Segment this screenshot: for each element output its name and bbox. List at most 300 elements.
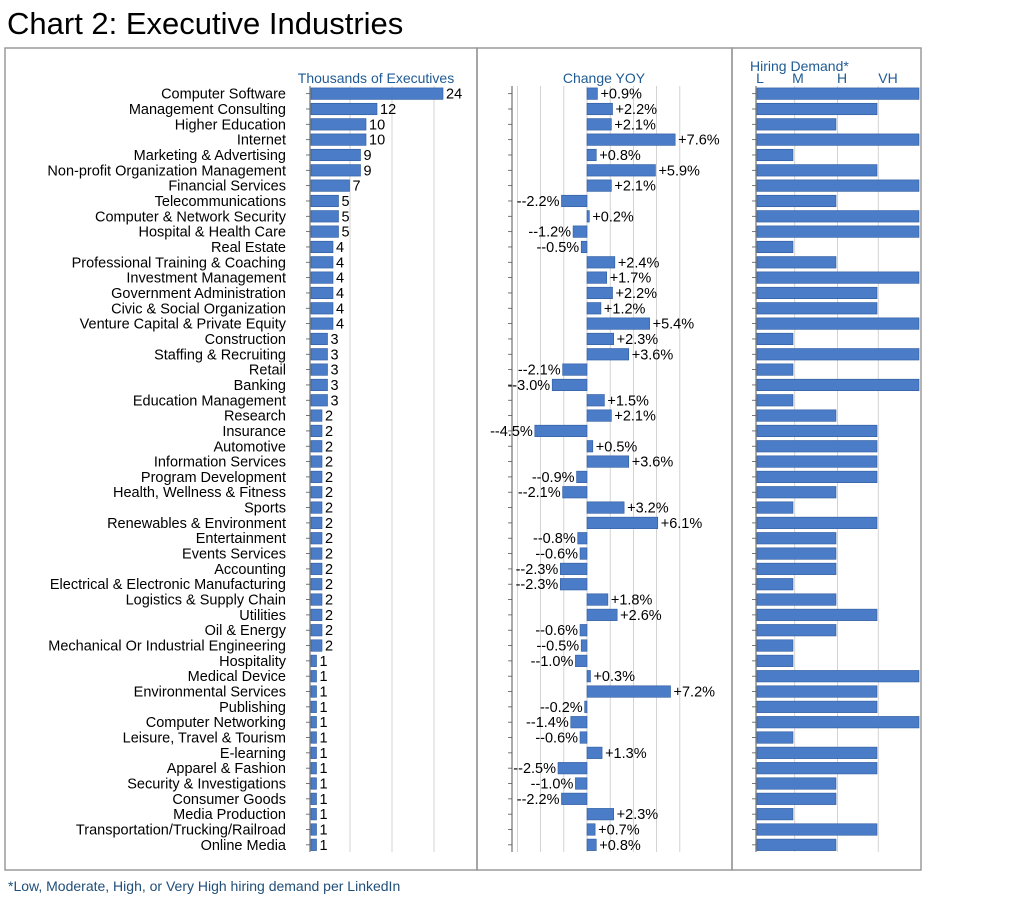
- change-value-label: +2.2%: [615, 285, 658, 302]
- executives-value-label: 3: [330, 347, 339, 364]
- change-bar: [552, 379, 587, 391]
- change-bar: [587, 318, 650, 330]
- change-value-label: --0.9%: [531, 469, 575, 486]
- executives-bar: [311, 241, 333, 253]
- change-value-label: --2.2%: [516, 193, 560, 210]
- demand-bar: [757, 88, 919, 100]
- executives-value-label: 1: [319, 745, 328, 762]
- demand-bar: [757, 808, 793, 820]
- change-value-label: +1.2%: [603, 301, 646, 318]
- change-bar: [571, 716, 587, 728]
- executives-value-label: 10: [369, 117, 386, 134]
- change-value-label: +2.4%: [617, 255, 660, 272]
- change-bar: [561, 195, 587, 207]
- change-value-label: +5.9%: [658, 163, 700, 180]
- executives-bar: [311, 808, 317, 820]
- category-label: Apparel & Fashion: [166, 761, 286, 778]
- executives-bar: [311, 486, 322, 498]
- change-value-label: +3.6%: [631, 347, 674, 364]
- demand-bar: [757, 349, 919, 361]
- executives-value-label: 2: [325, 454, 334, 471]
- demand-bar: [757, 211, 919, 223]
- category-label: Sports: [244, 500, 286, 517]
- change-bar: [587, 747, 602, 759]
- executives-value-label: 10: [369, 132, 386, 149]
- executives-bar: [311, 211, 339, 223]
- change-bar: [560, 578, 587, 590]
- change-bar: [580, 732, 587, 744]
- demand-bar: [757, 165, 877, 177]
- executives-bar: [311, 594, 322, 606]
- executives-value-label: 4: [336, 301, 345, 318]
- demand-bar: [757, 272, 919, 284]
- executives-value-label: 1: [319, 822, 328, 839]
- demand-bar: [757, 793, 836, 805]
- change-value-label: --2.5%: [513, 761, 556, 778]
- change-bar: [563, 364, 587, 376]
- change-bar: [535, 425, 587, 437]
- executives-bar: [311, 379, 328, 391]
- executives-value-label: 1: [319, 653, 328, 670]
- change-bar: [558, 762, 587, 774]
- executives-value-label: 2: [325, 638, 334, 655]
- category-label: Research: [223, 408, 286, 425]
- change-value-label: --3.0%: [507, 377, 551, 394]
- executives-value-label: 1: [319, 730, 328, 747]
- change-value-label: +2.6%: [620, 607, 662, 624]
- demand-bar: [757, 103, 877, 115]
- executives-value-label: 1: [319, 715, 328, 732]
- executives-value-label: 2: [325, 500, 334, 517]
- change-value-label: --1.4%: [526, 715, 569, 732]
- change-value-label: +0.5%: [595, 439, 638, 456]
- category-label: Education Management: [132, 393, 286, 410]
- category-label: Media Production: [173, 807, 286, 824]
- chart-title: Chart 2: Executive Industries: [7, 6, 404, 41]
- change-value-label: +2.2%: [615, 101, 658, 118]
- change-value-label: +5.4%: [652, 316, 695, 333]
- executives-bar: [311, 303, 333, 315]
- executives-value-label: 7: [352, 178, 361, 195]
- change-value-label: --0.2%: [539, 699, 583, 716]
- demand-bar: [757, 395, 793, 407]
- demand-bar: [757, 655, 793, 667]
- executives-value-label: 2: [325, 515, 334, 532]
- executives-bar: [311, 548, 322, 560]
- executives-bar: [311, 532, 322, 544]
- change-bar: [587, 333, 614, 345]
- executives-value-label: 3: [330, 377, 339, 394]
- demand-bar: [757, 486, 836, 498]
- change-bar: [587, 441, 593, 453]
- executives-bar: [311, 257, 333, 269]
- demand-bar: [757, 241, 793, 253]
- change-bar: [587, 134, 675, 146]
- category-label: Oil & Energy: [204, 623, 286, 640]
- change-value-label: +2.1%: [614, 178, 656, 195]
- change-value-label: +0.9%: [600, 86, 642, 103]
- category-label: Investment Management: [126, 270, 286, 287]
- change-bar: [563, 486, 587, 498]
- category-label: E-learning: [219, 745, 286, 762]
- change-value-label: +6.1%: [660, 515, 703, 532]
- category-label: Construction: [204, 331, 286, 348]
- change-value-label: +0.2%: [592, 209, 634, 226]
- demand-bar: [757, 410, 836, 422]
- executives-bar: [311, 471, 322, 483]
- change-value-label: --1.0%: [530, 653, 574, 670]
- category-label: Transportation/Trucking/Railroad: [75, 822, 286, 839]
- executives-bar: [311, 349, 328, 361]
- demand-bar: [757, 594, 836, 606]
- category-label: Consumer Goods: [172, 791, 286, 808]
- category-label: Computer Software: [161, 86, 286, 103]
- change-bar: [587, 686, 671, 698]
- executives-value-label: 2: [325, 546, 334, 563]
- demand-bar: [757, 563, 836, 575]
- executives-value-label: 2: [325, 439, 334, 456]
- demand-scale-label: L: [756, 70, 764, 86]
- executives-bar: [311, 272, 333, 284]
- change-bar: [587, 287, 613, 299]
- category-label: Hospital & Health Care: [138, 224, 286, 241]
- change-bar: [587, 88, 597, 100]
- demand-bar: [757, 119, 836, 131]
- executives-value-label: 24: [446, 86, 463, 103]
- change-value-label: --1.0%: [530, 776, 574, 793]
- category-label: Utilities: [239, 607, 286, 624]
- category-label: Online Media: [200, 837, 286, 854]
- change-bar: [587, 670, 590, 682]
- change-bar: [580, 548, 587, 560]
- executives-value-label: 1: [319, 669, 328, 686]
- demand-bar: [757, 318, 919, 330]
- executives-value-label: 9: [363, 147, 372, 164]
- change-value-label: +7.2%: [673, 684, 716, 701]
- change-bar: [581, 241, 587, 253]
- change-bar: [560, 563, 587, 575]
- change-bar: [587, 257, 615, 269]
- change-bar: [577, 471, 587, 483]
- change-bar: [587, 456, 629, 468]
- change-value-label: --2.3%: [515, 577, 559, 594]
- executives-bar: [311, 103, 377, 115]
- change-value-label: --4.5%: [490, 423, 533, 440]
- change-value-label: +3.2%: [627, 500, 669, 517]
- change-value-label: --0.6%: [535, 623, 579, 640]
- demand-bar: [757, 471, 877, 483]
- demand-bar: [757, 686, 877, 698]
- category-label: Accounting: [214, 561, 286, 578]
- change-value-label: --1.2%: [528, 224, 572, 241]
- executives-value-label: 1: [319, 791, 328, 808]
- executives-value-label: 9: [363, 163, 372, 180]
- executives-value-label: 1: [319, 761, 328, 778]
- category-label: Hospitality: [219, 653, 286, 670]
- demand-bar: [757, 257, 836, 269]
- executives-value-label: 5: [341, 193, 350, 210]
- executives-bar: [311, 640, 322, 652]
- change-bar: [580, 624, 587, 636]
- change-bar: [587, 349, 629, 361]
- category-label: Banking: [233, 377, 286, 394]
- demand-bar: [757, 149, 793, 161]
- executives-bar: [311, 701, 317, 713]
- change-bar: [587, 272, 607, 284]
- demand-bar: [757, 548, 836, 560]
- demand-bar: [757, 303, 877, 315]
- category-label: Mechanical Or Industrial Engineering: [48, 638, 286, 655]
- demand-bar: [757, 226, 919, 238]
- change-bar: [587, 502, 624, 514]
- category-label: Entertainment: [195, 531, 286, 548]
- executives-value-label: 2: [325, 577, 334, 594]
- executives-value-label: 3: [330, 393, 339, 410]
- executives-bar: [311, 670, 317, 682]
- demand-bar: [757, 732, 793, 744]
- category-label: Leisure, Travel & Tourism: [122, 730, 286, 747]
- executives-value-label: 5: [341, 224, 350, 241]
- category-label: Telecommunications: [154, 193, 286, 210]
- category-label: Non-profit Organization Management: [47, 163, 286, 180]
- category-label: Insurance: [222, 423, 286, 440]
- change-bar: [587, 410, 611, 422]
- executives-bar: [311, 655, 317, 667]
- category-label: Management Consulting: [128, 101, 286, 118]
- change-value-label: --0.6%: [535, 730, 579, 747]
- executives-bar: [311, 747, 317, 759]
- executives-value-label: 4: [336, 255, 345, 272]
- category-label: Environmental Services: [133, 684, 286, 701]
- change-bar: [587, 165, 655, 177]
- executives-bar: [311, 165, 361, 177]
- change-bar: [581, 640, 587, 652]
- change-value-label: --2.1%: [517, 362, 561, 379]
- executives-value-label: 12: [380, 101, 397, 118]
- category-labels: [47, 87, 287, 854]
- executives-bar: [311, 318, 333, 330]
- executives-bar: [311, 762, 317, 774]
- executives-bar: [311, 395, 328, 407]
- category-label: Publishing: [219, 699, 286, 716]
- change-value-label: +2.1%: [614, 117, 656, 134]
- change-bar: [575, 655, 587, 667]
- executives-value-label: 3: [330, 362, 339, 379]
- change-value-label: --0.8%: [533, 531, 576, 548]
- change-bar: [578, 532, 587, 544]
- demand-bar: [757, 824, 877, 836]
- change-value-label: +0.8%: [599, 837, 641, 854]
- executives-bar: [311, 425, 322, 437]
- demand-bar: [757, 532, 836, 544]
- executives-panel-header: Thousands of Executives: [297, 70, 455, 86]
- category-label: Real Estate: [211, 239, 286, 256]
- change-value-label: +1.7%: [609, 270, 652, 287]
- executives-value-label: 1: [319, 837, 328, 854]
- demand-bar: [757, 364, 793, 376]
- change-bar: [573, 226, 587, 238]
- change-value-label: +2.3%: [616, 807, 659, 824]
- executives-value-label: 2: [325, 531, 334, 548]
- executives-bar: [311, 456, 322, 468]
- executives-value-label: 2: [325, 607, 334, 624]
- change-value-label: +1.8%: [610, 592, 653, 609]
- category-label: Automotive: [213, 439, 286, 456]
- category-label: Health, Wellness & Fitness: [113, 485, 286, 502]
- demand-scale-label: VH: [878, 70, 898, 86]
- executives-value-label: 1: [319, 699, 328, 716]
- executives-bar: [311, 441, 322, 453]
- executives-bar: [311, 226, 339, 238]
- executives-bar: [311, 333, 328, 345]
- demand-panel-header: Hiring Demand*: [750, 58, 849, 74]
- category-label: Retail: [248, 362, 286, 379]
- change-value-label: --0.5%: [536, 239, 580, 256]
- demand-bar: [757, 640, 793, 652]
- executives-value-label: 2: [325, 623, 334, 640]
- executives-value-label: 2: [325, 592, 334, 609]
- demand-bar: [757, 747, 877, 759]
- demand-bar: [757, 456, 877, 468]
- executives-gridlines: [350, 86, 434, 852]
- change-bar: [575, 778, 587, 790]
- executives-value-label: 2: [325, 485, 334, 502]
- category-label: Computer & Network Security: [95, 209, 286, 226]
- executives-bar: [311, 287, 333, 299]
- change-bar: [587, 149, 596, 161]
- change-value-label: --2.1%: [517, 485, 561, 502]
- change-panel-header: Change YOY: [562, 70, 646, 86]
- demand-bar: [757, 624, 836, 636]
- executives-value-label: 2: [325, 469, 334, 486]
- executives-bar: [311, 824, 317, 836]
- change-value-label: --2.3%: [515, 561, 559, 578]
- demand-bar: [757, 180, 919, 192]
- executives-bar: [311, 793, 317, 805]
- demand-bar: [757, 287, 877, 299]
- demand-bar: [757, 609, 877, 621]
- change-bars: [490, 87, 720, 854]
- executives-bar: [311, 180, 350, 192]
- executives-value-label: 5: [341, 209, 350, 226]
- executives-value-label: 1: [319, 776, 328, 793]
- category-label: Logistics & Supply Chain: [125, 592, 286, 609]
- change-value-label: +0.8%: [599, 147, 641, 164]
- change-bar: [587, 839, 596, 851]
- category-label: Financial Services: [168, 178, 286, 195]
- category-label: Computer Networking: [145, 715, 286, 732]
- executives-value-label: 4: [336, 285, 345, 302]
- change-bar: [561, 793, 587, 805]
- change-value-label: +2.1%: [614, 408, 656, 425]
- change-value-label: +0.3%: [593, 669, 636, 686]
- executives-bar: [311, 88, 443, 100]
- executives-value-label: 4: [336, 316, 345, 333]
- category-label: Security & Investigations: [127, 776, 286, 793]
- executives-value-label: 2: [325, 561, 334, 578]
- demand-bar: [757, 578, 793, 590]
- executives-bar: [311, 502, 322, 514]
- demand-bar: [757, 670, 919, 682]
- demand-bar: [757, 333, 793, 345]
- executives-bar: [311, 778, 317, 790]
- demand-bars: [757, 88, 919, 851]
- category-label: Venture Capital & Private Equity: [79, 316, 286, 333]
- demand-bar: [757, 839, 836, 851]
- change-value-label: --2.2%: [516, 791, 560, 808]
- executives-bar: [311, 578, 322, 590]
- category-label: Electrical & Electronic Manufacturing: [49, 577, 286, 594]
- change-value-label: +3.6%: [631, 454, 674, 471]
- executives-value-label: 4: [336, 239, 345, 256]
- category-label: Events Services: [182, 546, 286, 563]
- change-bar: [587, 594, 608, 606]
- executives-value-label: 4: [336, 270, 345, 287]
- executives-bar: [311, 839, 317, 851]
- change-bar: [587, 808, 614, 820]
- demand-bar: [757, 425, 877, 437]
- change-value-label: +1.5%: [607, 393, 649, 410]
- category-label: Marketing & Advertising: [133, 147, 286, 164]
- executives-value-label: 2: [325, 423, 334, 440]
- change-bar: [587, 609, 617, 621]
- executives-bar: [311, 149, 361, 161]
- change-bar: [587, 303, 601, 315]
- category-label: Medical Device: [187, 669, 286, 686]
- demand-bar: [757, 778, 836, 790]
- change-value-label: --0.6%: [535, 546, 579, 563]
- footnote: *Low, Moderate, High, or Very High hiring demand per LinkedIn: [8, 878, 401, 894]
- demand-bar: [757, 517, 877, 529]
- change-bar: [587, 517, 658, 529]
- demand-bar: [757, 441, 877, 453]
- demand-scale-label: M: [792, 70, 804, 86]
- change-bar: [587, 211, 589, 223]
- executives-bar: [311, 686, 317, 698]
- executives-bar: [311, 119, 366, 131]
- change-bar: [587, 395, 604, 407]
- executives-bar: [311, 410, 322, 422]
- executives-bar: [311, 609, 322, 621]
- change-value-label: +2.3%: [616, 331, 659, 348]
- executives-value-label: 2: [325, 408, 334, 425]
- executives-bar: [311, 134, 366, 146]
- executives-bar: [311, 563, 322, 575]
- demand-bar: [757, 716, 919, 728]
- demand-bar: [757, 701, 877, 713]
- change-bar: [587, 824, 595, 836]
- category-label: Staffing & Recruiting: [154, 347, 286, 364]
- executives-bar: [311, 732, 317, 744]
- category-label: Information Services: [153, 454, 286, 471]
- category-label: Internet: [236, 132, 286, 149]
- executives-bar: [311, 517, 322, 529]
- change-value-label: +7.6%: [678, 132, 720, 149]
- executives-bar: [311, 624, 322, 636]
- change-bar: [587, 180, 611, 192]
- executives-bar: [311, 716, 317, 728]
- change-bar: [585, 701, 587, 713]
- demand-bar: [757, 502, 793, 514]
- category-label: Civic & Social Organization: [111, 301, 286, 318]
- change-value-label: --0.5%: [536, 638, 580, 655]
- change-bar: [587, 103, 613, 115]
- demand-bar: [757, 762, 877, 774]
- change-bar: [587, 119, 611, 131]
- category-label: Government Administration: [111, 285, 286, 302]
- executives-bar: [311, 364, 328, 376]
- demand-bar: [757, 134, 919, 146]
